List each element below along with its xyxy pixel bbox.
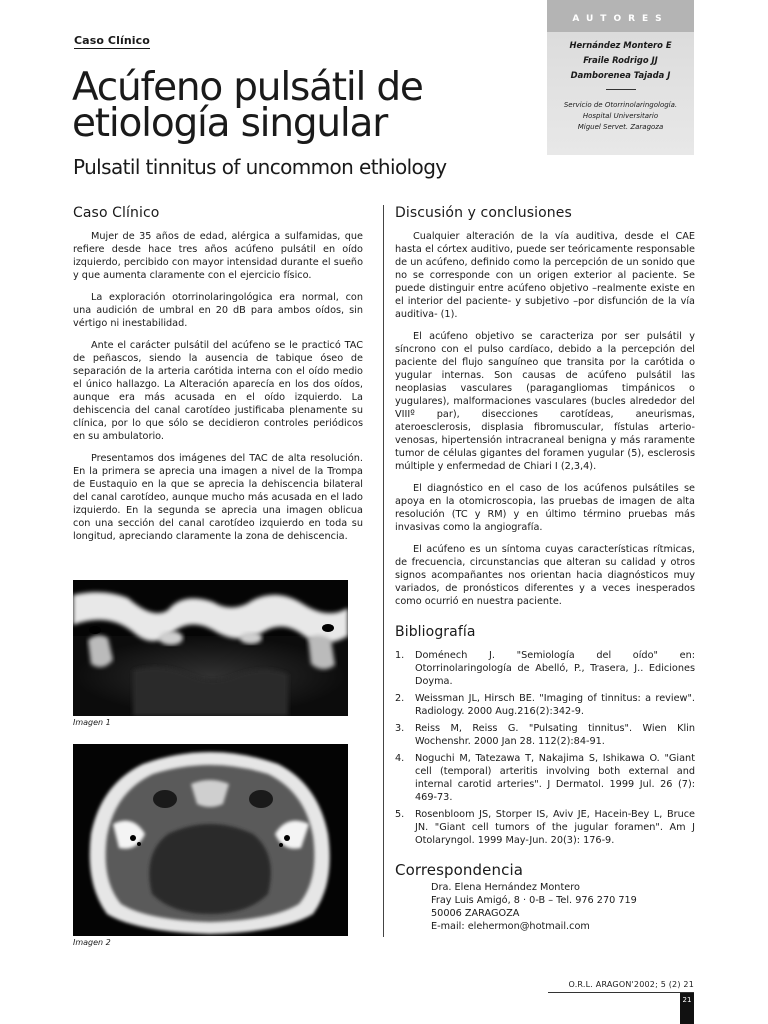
ct-image-2 [73,744,348,936]
reference-number: 2. [395,693,405,704]
journal-footer: O.R.L. ARAGON'2002; 5 (2) 21 [568,980,694,989]
ct-image-1 [73,580,348,716]
discussion-heading: Discusión y conclusiones [395,205,572,221]
correspondence-email[interactable]: E-mail: elehermon@hotmail.com [431,921,590,932]
article-title: Acúfeno pulsátil de etiología singular [72,65,423,146]
author-name: Damborenea Tajada J [570,70,671,80]
authors-box [547,0,694,155]
case-heading: Caso Clínico [73,205,160,221]
affiliation-line: Miguel Servet. Zaragoza [577,123,664,131]
authors-heading: AUTORES [572,14,669,24]
bibliography-item [395,649,695,688]
correspondence-block [395,881,695,933]
left-column [73,205,363,552]
reference-number: 4. [395,753,405,764]
reference-text: Noguchi M, Tatezawa T, Nakajima S, Ishikawa O. "Giant cell (temporal) arteritis involving both external and internal carotid arteries". J Dermatol. 1999 Jul. 26 (7): 469-73. [415,753,695,803]
footer-rule [548,992,694,993]
case-paragraph: La exploración otorrinolaringológica era normal, con una audición de umbral en 20 dB para ambos oídos, sin vértigo ni inestabilidad. [73,292,363,329]
author-name: Fraile Rodrigo JJ [583,55,658,65]
discussion-paragraph: Cualquier alteración de la vía auditiva, desde el CAE hasta el córtex auditivo, puede ser teóricamente responsable de un acúfeno, definido como la percepción de un sonido que no se corresponde con un origen exterior al paciente. Se puede distinguir entre acúfeno objetivo –realmente existe en el interior del paciente- y subjetivo –por disfunción de la vía auditiva- (1). [395,231,695,320]
right-column [395,205,695,933]
reference-number: 5. [395,809,405,820]
case-paragraph: Presentamos dos imágenes del TAC de alta resolución. En la primera se aprecia una imagen a nivel de la Trompa de Eustaquio en la que se aprecia la dehiscencia bilateral del canal carotídeo, aunque mucho más acusada en el lado izquierdo. En la segunda se aprecia una imagen oblicua con una sección del canal carotídeo izquierdo en toda su longitud, apreciando claramente la zona de dehiscencia. [73,453,363,542]
bibliography-item [395,808,695,847]
case-paragraph: Ante el carácter pulsátil del acúfeno se le practicó TAC de peñascos, siendo la ausencia de tabique óseo de separación de la arteria carótida interna con el oído medio el único hallazgo. La Alteración aparecía en los dos oídos, aunque era más acusada en el oído izquierdo. La dehiscencia del canal carotídeo justificaba plenamente su clínica, por lo que sólo se decidieron controles periódicos en su ambulatorio. [73,340,363,442]
affiliation-line: Hospital Universitario [582,112,659,120]
reference-number: 3. [395,723,405,734]
reference-text: Doménech J. "Semiología del oído" en: Otorrinolaringología de Abelló, P., Trasera, J.. Ediciones Doyma. [415,650,695,687]
bibliography-list [395,649,695,847]
correspondence-heading: Correspondencia [395,861,524,879]
figure-caption: Imagen 2 [73,938,111,947]
figure-caption: Imagen 1 [73,718,111,727]
correspondence-city: 50006 ZARAGOZA [431,908,520,919]
page-number: 21 [680,993,694,1024]
author-affiliation [547,100,694,133]
reference-text: Weissman JL, Hirsch BE. "Imaging of tinnitus: a review". Radiology. 2000 Aug.216(2):342-9. [415,693,695,717]
correspondence-address: Fray Luis Amigó, 8 · 0-B – Tel. 976 270 719 [431,895,637,906]
case-paragraph: Mujer de 35 años de edad, alérgica a sulfamidas, que refiere desde hace tres años acúfeno pulsátil en oído izquierdo, percibido con mayor intensidad durante el sueño y que aumenta claramente con el ejercicio físico. [73,231,363,281]
bibliography-heading: Bibliografía [395,624,476,640]
author-name: Hernández Montero E [569,40,672,50]
affiliation-line: Servicio de Otorrinolaringología. [563,101,678,109]
discussion-paragraph: El acúfeno objetivo se caracteriza por ser pulsátil y síncrono con el pulso cardíaco, debido a la percepción del paciente del flujo sanguíneo que transita por la carótida o yugular internas. Son causas de acúfeno pulsátil las neoplasias vasculares (paragangliomas timpánicos o yugulares), malformaciones vasculares (bucles alrededor del VIIIº par), disecciones carotídeas, aneurismas, ateroesclerosis, displasia fibromuscular, fístulas arterio-venosas, hipertensión intracraneal benigna y más raramente tumor de células gigantes del foramen yugular (5), esclerosis múltiple y enfermedad de Chiari I (2,3,4). [395,331,695,472]
authors-list [547,38,694,83]
bibliography-item [395,692,695,718]
reference-number: 1. [395,650,405,661]
correspondence-name: Dra. Elena Hernández Montero [431,882,580,893]
section-label: Caso Clínico [74,34,150,47]
bibliography-item [395,722,695,748]
discussion-paragraph: El diagnóstico en el caso de los acúfenos pulsátiles se apoya en la otomicroscopia, las pruebas de imagen de alta resolución (TC y RM) y en último término pruebas más invasivas como la angiografía. [395,483,695,533]
article-subtitle: Pulsatil tinnitus of uncommon ethiology [73,155,447,179]
bibliography-item [395,752,695,804]
reference-text: Rosenbloom JS, Storper IS, Aviv JE, Hacein-Bey L, Bruce JN. "Giant cell tumors of the jugular foramen". Am J Otolaryngol. 1999 May-Jun. 20(3): 176-9. [415,809,695,846]
discussion-paragraph: El acúfeno es un síntoma cuyas características rítmicas, de frecuencia, circunstancias que alteran su calidad y otros signos acompañantes nos orientan hacia diagnósticos muy variados, de pronósticos diferentes y a veces inesperados como ocurrió en nuestra paciente. [395,544,695,607]
column-divider [383,205,384,937]
authors-divider [606,89,636,90]
reference-text: Reiss M, Reiss G. "Pulsating tinnitus". Wien Klin Wochenshr. 2000 Jan 28. 112(2):84-91. [415,723,695,747]
